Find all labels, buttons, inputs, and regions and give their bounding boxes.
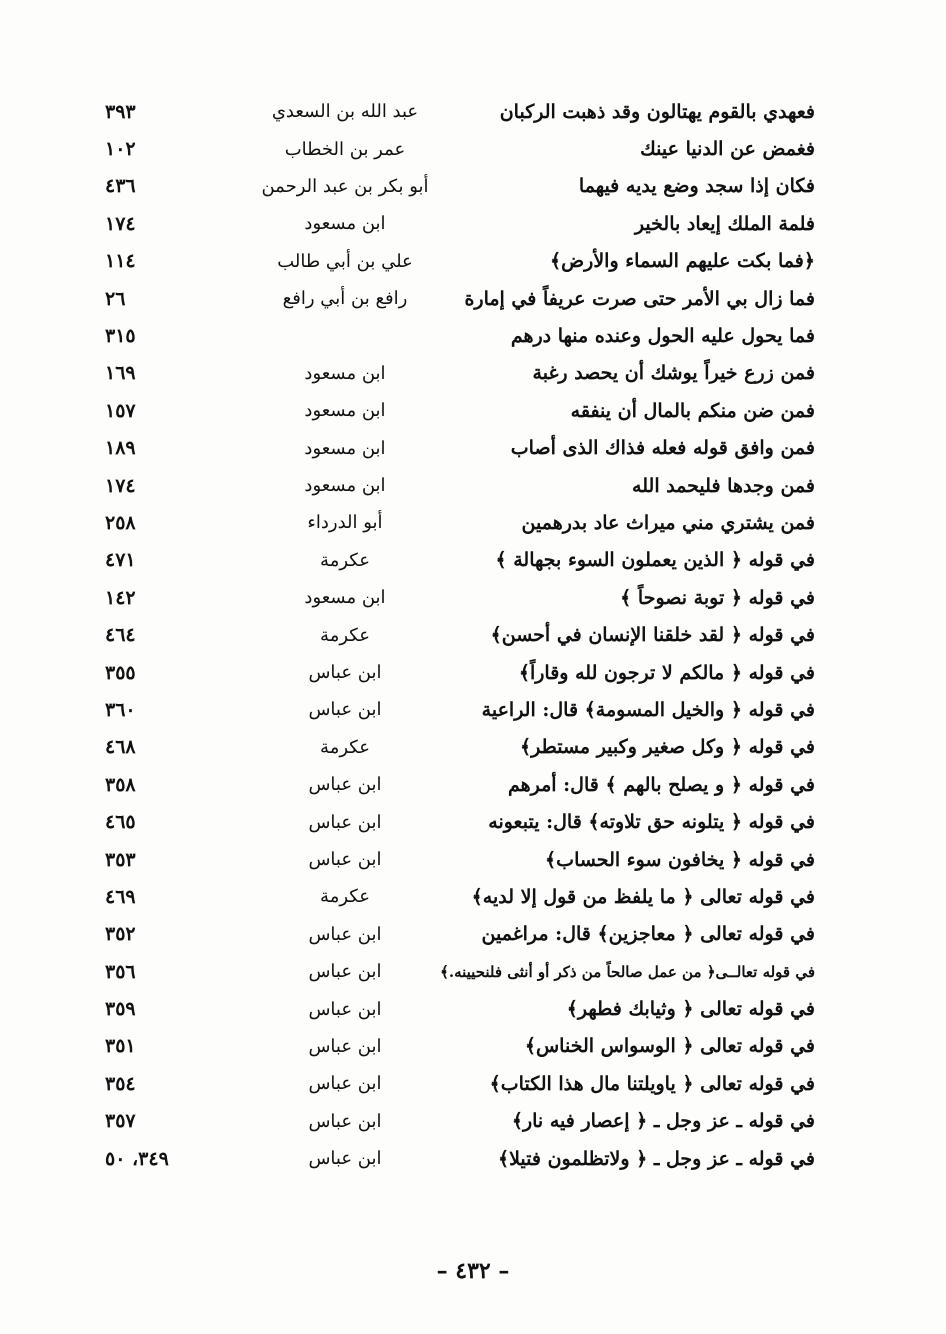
entry-narrator: ابن عباس	[308, 961, 382, 983]
entry-page-ref: ١١٤	[105, 250, 136, 273]
entry-page-ref: ٤٦٥	[105, 811, 136, 834]
index-row	[95, 93, 815, 130]
entry-text: فمن وافق قوله فعله فذاك الذى أصاب	[510, 437, 815, 460]
index-row	[95, 1140, 815, 1177]
entry-page-ref: ٤٣٦	[105, 175, 136, 198]
entry-text: فمن وجدها فليحمد الله	[632, 474, 815, 497]
index-row	[95, 467, 815, 504]
index-row	[95, 355, 815, 392]
index-row	[95, 654, 815, 691]
entry-narrator: عمر بن الخطاب	[284, 138, 406, 160]
entry-text: في قوله ﴿ لقد خلقنا الإنسان في أحسن﴾	[490, 624, 815, 647]
index-row	[95, 168, 815, 205]
entry-page-ref: ١٤٢	[105, 586, 136, 609]
entry-page-ref: ٣٦٠	[105, 698, 136, 721]
entry-text: فمن يشتري مني ميراث عاد بدرهمين	[521, 511, 815, 534]
entry-narrator: ابن عباس	[308, 699, 382, 721]
entry-page-ref: ١٨٩	[105, 437, 136, 460]
entry-text: في قوله ﴿ و يصلح بالهم ﴾ قال: أمرهم	[507, 773, 815, 796]
entry-text: في قوله تعالى ﴿ معاجزين﴾ قال: مراغمين	[481, 923, 815, 946]
entry-text: في قوله ﴿ مالكم لا ترجون لله وقاراً﴾	[518, 661, 815, 684]
entry-page-ref: ٣٤٩، ٥٠	[105, 1147, 169, 1170]
entry-page-ref: ٣٩٣	[105, 100, 136, 123]
entry-page-ref: ٤٦٩	[105, 885, 136, 908]
entry-text: فما يحول عليه الحول وعنده منها درهم	[510, 325, 815, 348]
entry-page-ref: ٣٥٧	[105, 1110, 136, 1133]
index-table	[95, 93, 815, 1177]
index-row	[95, 1065, 815, 1102]
entry-text: في قوله ﴿ توبة نصوحاً ﴾	[620, 586, 815, 609]
index-row	[95, 766, 815, 803]
entry-page-ref: ٢٥٨	[105, 511, 136, 534]
entry-page-ref: ٤٦٨	[105, 736, 136, 759]
entry-text: ﴿فما بكت عليهم السماء والأرض﴾	[550, 250, 815, 273]
entry-narrator: عكرمة	[320, 549, 370, 571]
entry-narrator: ابن عباس	[308, 1110, 382, 1132]
index-row	[95, 916, 815, 953]
entry-text: فكان إذا سجد وضع يديه فيهما	[578, 175, 815, 198]
index-row	[95, 841, 815, 878]
entry-narrator: ابن مسعود	[304, 475, 386, 497]
entry-text: فمن ضن منكم بالمال أن ينفقه	[570, 399, 815, 422]
entry-page-ref: ٣٥٣	[105, 848, 136, 871]
index-row	[95, 729, 815, 766]
index-row	[95, 205, 815, 242]
entry-text: في قوله ﴿ الذين يعملون السوء بجهالة ﴾	[495, 549, 815, 572]
entry-narrator: ابن عباس	[308, 923, 382, 945]
entry-narrator: ابن مسعود	[304, 587, 386, 609]
entry-narrator: عكرمة	[320, 886, 370, 908]
entry-page-ref: ٣٥٢	[105, 923, 136, 946]
entry-page-ref: ٣١٥	[105, 325, 136, 348]
entry-narrator: عكرمة	[320, 736, 370, 758]
entry-page-ref: ١٧٤	[105, 474, 136, 497]
entry-narrator: ابن عباس	[308, 811, 382, 833]
entry-text: في قوله ـ عز وجل ـ ﴿ إعصار فيه نار﴾	[511, 1110, 815, 1133]
entry-page-ref: ٣٥١	[105, 1035, 136, 1058]
entry-narrator: ابن مسعود	[304, 400, 386, 422]
entry-narrator: أبو الدرداء	[307, 512, 383, 534]
entry-page-ref: ٣٥٦	[105, 960, 136, 983]
entry-narrator: رافع بن أبي رافع	[282, 288, 408, 310]
entry-narrator: ابن عباس	[308, 1148, 382, 1170]
entry-page-ref: ١٦٩	[105, 362, 136, 385]
index-row	[95, 579, 815, 616]
entry-text: في قوله ﴿ يخافون سوء الحساب﴾	[545, 848, 815, 871]
entry-text: فما زال بي الأمر حتى صرت عريفاً في إمارة	[464, 287, 815, 310]
index-row	[95, 243, 815, 280]
index-row	[95, 878, 815, 915]
entry-narrator: ابن عباس	[308, 774, 382, 796]
entry-text: فغمض عن الدنيا عينك	[640, 138, 815, 161]
index-row	[95, 280, 815, 317]
entry-narrator: ابن عباس	[308, 1073, 382, 1095]
index-row	[95, 430, 815, 467]
entry-text: في قوله تعالى ﴿ الوسواس الخناس﴾	[524, 1035, 815, 1058]
entry-text: في قوله تعالــى﴿ من عمل صالحاً من ذكر أو أنثى فلنحيينه.﴾	[440, 962, 815, 981]
entry-narrator: ابن عباس	[308, 662, 382, 684]
entry-text: في قوله تعالى ﴿ وثيابك فطهر﴾	[566, 998, 815, 1021]
entry-narrator: ابن مسعود	[304, 362, 386, 384]
entry-text: فلمة الملك إيعاد بالخير	[634, 212, 815, 235]
entry-text: في قوله ﴿ والخيل المسومة﴾ قال: الراعية	[481, 698, 815, 721]
entry-page-ref: ١٠٢	[105, 138, 136, 161]
index-row	[95, 130, 815, 167]
entry-narrator: عبد الله بن السعدي	[271, 101, 419, 123]
index-row	[95, 990, 815, 1027]
entry-page-ref: ٤٧١	[105, 549, 136, 572]
entry-page-ref: ٣٥٨	[105, 773, 136, 796]
entry-narrator: ابن عباس	[308, 849, 382, 870]
index-row	[95, 392, 815, 429]
index-row	[95, 317, 815, 354]
entry-narrator: ابن مسعود	[304, 213, 386, 235]
entry-text: في قوله تعالى ﴿ ما يلفظ من قول إلا لديه﴾	[471, 885, 815, 908]
entry-page-ref: ٤٦٤	[105, 624, 136, 647]
index-row	[95, 953, 815, 990]
entry-text: فمن زرع خيراً يوشك أن يحصد رغبة	[532, 362, 815, 385]
entry-page-ref: ٣٥٤	[105, 1072, 136, 1095]
entry-narrator: ابن مسعود	[304, 437, 386, 459]
entry-text: في قوله تعالى ﴿ ياويلتنا مال هذا الكتاب﴾	[489, 1072, 815, 1095]
index-row	[95, 616, 815, 653]
entry-text: فعهدي بالقوم يهتالون وقد ذهبت الركبان	[499, 100, 815, 123]
entry-page-ref: ١٧٤	[105, 212, 136, 235]
index-row	[95, 1028, 815, 1065]
entry-text: في قوله ـ عز وجل ـ ﴿ ولاتظلمون فتيلا﴾	[497, 1147, 815, 1170]
index-row	[95, 691, 815, 728]
entry-narrator: ابن عباس	[308, 1035, 382, 1057]
index-row	[95, 1103, 815, 1140]
entry-page-ref: ١٥٧	[105, 399, 136, 422]
entry-narrator: علي بن أبي طالب	[277, 250, 413, 272]
entry-narrator: ابن عباس	[308, 998, 382, 1020]
entry-page-ref: ٣٥٥	[105, 661, 136, 684]
index-row	[95, 803, 815, 840]
entry-page-ref: ٢٦	[105, 287, 126, 310]
entry-narrator: أبو بكر بن عبد الرحمن	[261, 175, 429, 197]
index-row	[95, 542, 815, 579]
page-number: – ٤٣٢ –	[436, 1258, 510, 1284]
entry-narrator: عكرمة	[320, 624, 370, 646]
entry-text: في قوله ﴿ يتلونه حق تلاوته﴾ قال: يتبعونه	[488, 811, 815, 834]
index-row	[95, 504, 815, 541]
entry-page-ref: ٣٥٩	[105, 998, 136, 1021]
entry-text: في قوله ﴿ وكل صغير وكبير مستطر﴾	[520, 736, 815, 759]
